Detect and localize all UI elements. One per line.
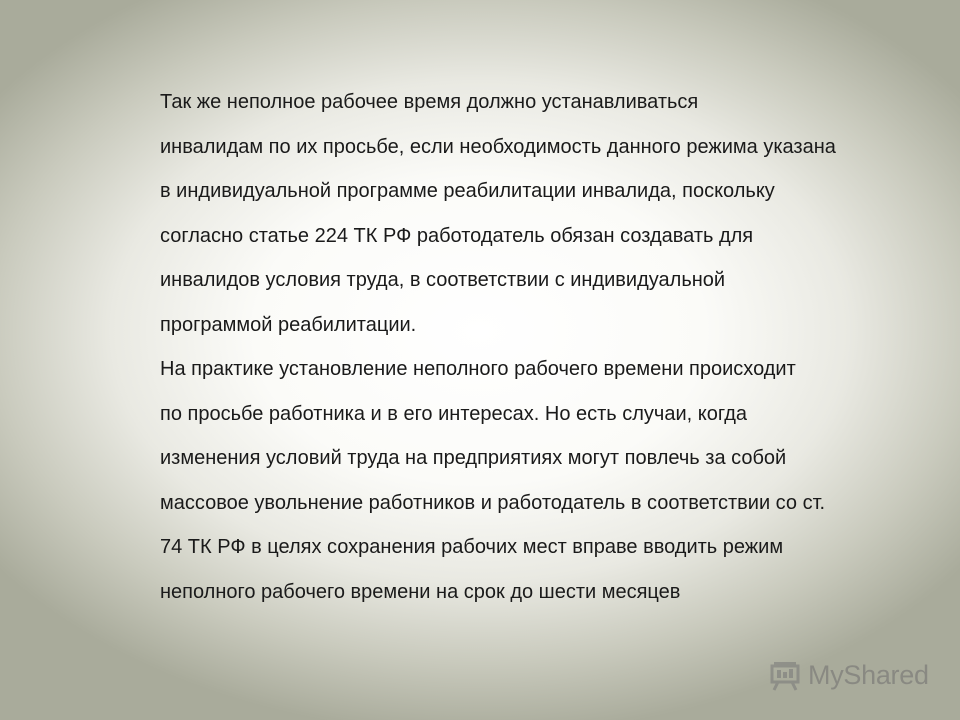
- text-line: по просьбе работника и в его интересах. Но есть случаи, когда: [160, 402, 748, 425]
- text-line: инвалидов условия труда, в соответствии с индивидуальной: [160, 269, 726, 291]
- watermark-text: MyShared: [808, 659, 929, 690]
- text-line: инвалидам по их просьбе, если необходимость данного режима указана: [160, 135, 836, 158]
- text-line: Так же неполное рабочее время должно устанавливаться: [160, 91, 699, 113]
- paragraph-1: [115, 80, 930, 347]
- text-line: в индивидуальной программе реабилитации инвалида, поскольку: [160, 180, 775, 202]
- paragraph-2: [115, 347, 930, 614]
- text-line: На практике установление неполного рабочего времени происходит: [160, 358, 796, 380]
- presentation-board-icon: [768, 659, 802, 691]
- text-line: программой реабилитации.: [160, 313, 417, 336]
- text-line: согласно статье 224 ТК РФ работодатель обязан создавать для: [160, 224, 754, 247]
- text-line: изменения условий труда на предприятиях могут повлечь за собой: [160, 447, 787, 469]
- text-line: 74 ТК РФ в целях сохранения рабочих мест вправе вводить режим: [160, 536, 784, 558]
- text-line: массовое увольнение работников и работодатель в соответствии со ст.: [160, 491, 826, 514]
- slide-body-text: [115, 80, 930, 614]
- myshared-watermark: [768, 655, 929, 695]
- text-line: неполного рабочего времени на срок до шести месяцев: [160, 580, 681, 603]
